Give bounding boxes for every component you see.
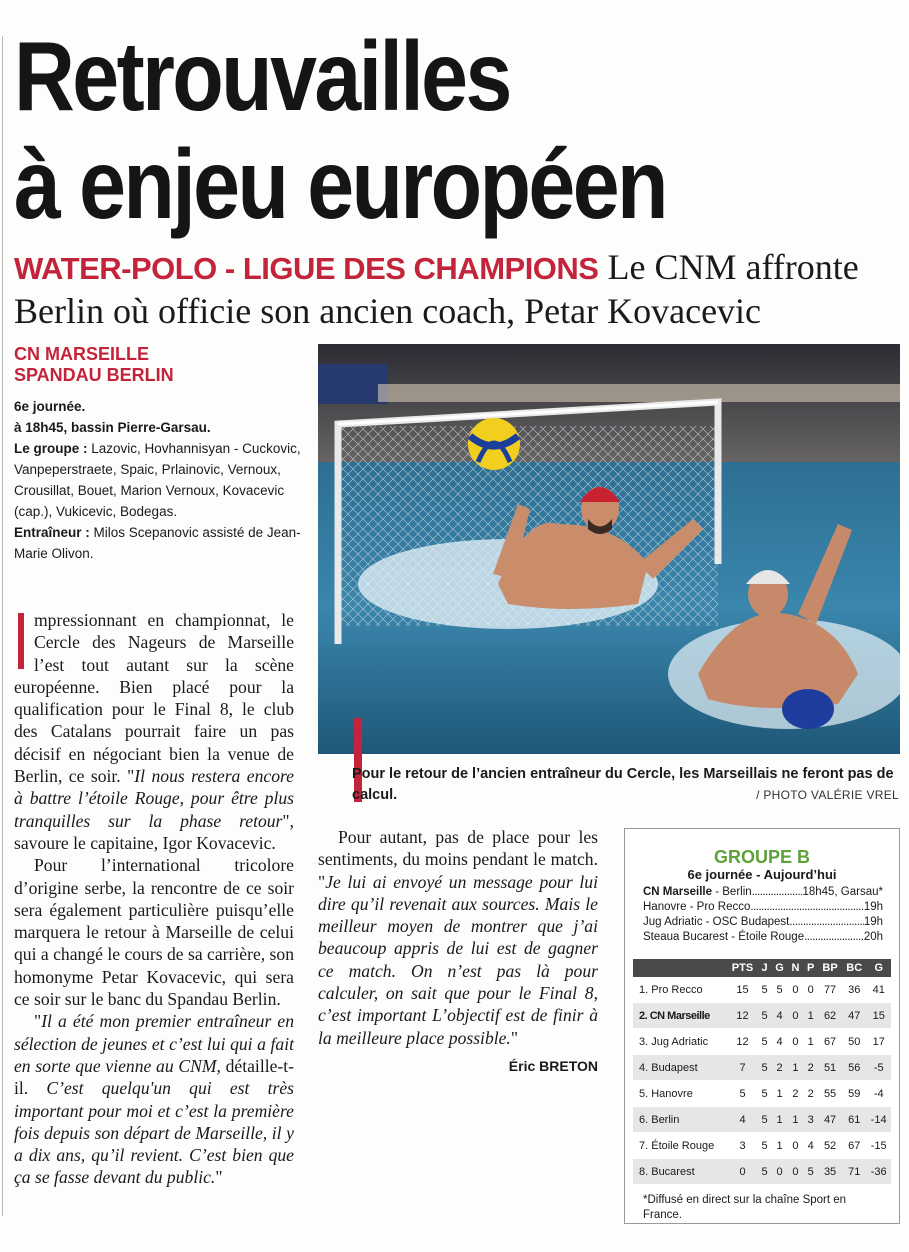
fixture-teams: Steaua Bucarest - Étoile Rouge	[643, 931, 805, 943]
standings-cell-g: 1	[771, 1081, 787, 1107]
standings-cell-g: 2	[771, 1055, 787, 1081]
fixture-time: 20h	[863, 931, 883, 943]
standings-cell-team: 5. Hanovre	[633, 1081, 727, 1107]
standings-cell-n: 0	[788, 1029, 804, 1055]
standings-cell-bc: 67	[842, 1133, 866, 1159]
standings-cell-diff: -5	[866, 1055, 891, 1081]
standings-cell-diff: 15	[866, 1003, 891, 1029]
fixture-row	[643, 915, 883, 930]
paragraph-1: mpressionnant en championnat, le Cercle des Nageurs de Marseille l’est tout autant sur la scène européenne. Bien placé pour la qualification pour le Final 8, le club des Catalans pourrait faire un pas décisif en négociant bien la venue de Berlin, ce soir. "Il nous restera encore à battre l’étoile Rouge, pour être plus tranquilles sur la phase retour", savoure le capitaine, Igor Kovacevic.	[14, 610, 294, 853]
standings-cell-n: 1	[788, 1107, 804, 1133]
standings-cell-g: 5	[771, 977, 787, 1003]
standings-cell-bp: 77	[818, 977, 842, 1003]
standings-row	[633, 1107, 891, 1133]
standings-cell-g: 1	[771, 1107, 787, 1133]
standings-cell-j: 5	[758, 977, 772, 1003]
standings-cell-pts: 12	[727, 1029, 758, 1055]
left-column-rule	[2, 36, 3, 1216]
standings-cell-p: 0	[803, 977, 818, 1003]
fixture-row	[643, 930, 883, 945]
deck-text: Le CNM affronte Berlin où officie son ancien coach, Petar Kovacevic	[14, 247, 859, 331]
standings-cell-j: 5	[758, 1081, 772, 1107]
standings-header-cell: G	[866, 959, 891, 977]
standings-cell-j: 5	[758, 1107, 772, 1133]
fixture-teams: Hanovre - Pro Recco	[643, 901, 751, 913]
paragraph-4: Pour autant, pas de place pour les sentiments, du moins pendant le match. "Je lui ai envoyé un message pour lui dire qu’il revenait aux sources. Mais le meilleur moyen de montrer que j’ai beaucoup appris de lui est de gagner ce match. On n’est pas là pour calculer, on sait que pour le Final 8, c’est important L’objectif est de finir à la meilleure place possible."	[318, 827, 598, 1048]
standings-title: GROUPE B	[713, 847, 810, 867]
photo-caption: Pour le retour de l’ancien entraîneur du Cercle, les Marseillais ne feront pas de calcul.	[352, 766, 894, 803]
standings-cell-pts: 4	[727, 1107, 758, 1133]
fixture-leader-dots	[752, 885, 803, 900]
standings-cell-bc: 47	[842, 1003, 866, 1029]
standings-row	[633, 1081, 891, 1107]
standings-header-cell: BP	[818, 959, 842, 977]
standings-cell-pts: 3	[727, 1133, 758, 1159]
standings-cell-n: 2	[788, 1081, 804, 1107]
standings-cell-pts: 0	[727, 1159, 758, 1185]
standings-cell-team: 3. Jug Adriatic	[633, 1029, 727, 1055]
broadcast-note: *Diffusé en direct sur la chaîne Sport en France.	[643, 1194, 847, 1221]
standings-row	[633, 977, 891, 1003]
standings-cell-g: 4	[771, 1029, 787, 1055]
standings-cell-diff: -4	[866, 1081, 891, 1107]
fixture-time: 18h45, Garsau*	[802, 886, 883, 898]
standings-cell-j: 5	[758, 1055, 772, 1081]
standings-cell-j: 5	[758, 1029, 772, 1055]
standings-cell-diff: -14	[866, 1107, 891, 1133]
standings-cell-p: 1	[803, 1029, 818, 1055]
fixture-leader-dots	[804, 930, 864, 945]
standings-header-cell: PTS	[727, 959, 758, 977]
team-home: CN MARSEILLE	[14, 344, 149, 364]
standings-cell-g: 0	[771, 1159, 787, 1185]
standings-header-cell: BC	[842, 959, 866, 977]
standings-cell-bc: 56	[842, 1055, 866, 1081]
fixture-leader-dots	[750, 900, 863, 915]
standings-cell-bp: 62	[818, 1003, 842, 1029]
standings-header-row	[633, 959, 891, 977]
standings-cell-p: 4	[803, 1133, 818, 1159]
standings-cell-n: 1	[788, 1055, 804, 1081]
standings-cell-p: 2	[803, 1055, 818, 1081]
standings-cell-bp: 47	[818, 1107, 842, 1133]
standings-cell-team: 1. Pro Recco	[633, 977, 727, 1003]
match-info-box	[14, 344, 304, 564]
standings-row	[633, 1133, 891, 1159]
standings-cell-diff: 41	[866, 977, 891, 1003]
fixture-teams: Jug Adriatic - OSC Budapest	[643, 916, 790, 928]
coach-name: Milos Scepanovic assisté de Jean-Marie Olivon.	[14, 525, 301, 561]
group-players: Lazovic, Hovhannisyan - Cuckovic, Vanpeperstraete, Spaic, Prlainovic, Vernoux, Crousillat, Bouet, Marion Vernoux, Kovacevic (cap.), Vukicevic, Bodegas.	[14, 441, 301, 519]
drop-cap-bar	[18, 613, 24, 669]
standings-cell-n: 0	[788, 1133, 804, 1159]
standings-row	[633, 1055, 891, 1081]
headline-line-1: Retrouvailles	[14, 21, 510, 131]
standings-row	[633, 1159, 891, 1185]
fixture-time: 19h	[863, 916, 883, 928]
standings-cell-team: 6. Berlin	[633, 1107, 727, 1133]
standings-cell-g: 4	[771, 1003, 787, 1029]
standings-cell-j: 5	[758, 1003, 772, 1029]
standings-box	[624, 828, 900, 1224]
standings-cell-p: 2	[803, 1081, 818, 1107]
headline	[14, 22, 666, 238]
standings-cell-team: 4. Budapest	[633, 1055, 727, 1081]
standings-cell-bp: 55	[818, 1081, 842, 1107]
standings-header-cell: J	[758, 959, 772, 977]
standings-cell-bc: 71	[842, 1159, 866, 1185]
standings-cell-team: 8. Bucarest	[633, 1159, 727, 1185]
deck	[14, 246, 904, 332]
headline-line-2: à enjeu européen	[14, 129, 666, 239]
body-column-1	[14, 609, 294, 1189]
standings-header-cell: N	[788, 959, 804, 977]
paragraph-2: Pour l’international tricolore d’origine serbe, la rencontre de ce soir sera également particulière puisqu’elle marquera le retour à Marseille de celui qui a changé le cours de sa carrière, son homonyme Petar Kovacevic, qui sera ce soir sur le banc du Spandau Berlin.	[14, 855, 294, 1010]
standings-cell-bc: 36	[842, 977, 866, 1003]
standings-cell-bp: 67	[818, 1029, 842, 1055]
standings-cell-diff: -15	[866, 1133, 891, 1159]
standings-cell-p: 1	[803, 1003, 818, 1029]
standings-cell-pts: 7	[727, 1055, 758, 1081]
fixture-teams: CN Marseille - Berlin	[643, 886, 752, 898]
photo-credit: / PHOTO VALÉRIE VREL	[756, 788, 899, 802]
standings-row	[633, 1003, 891, 1029]
standings-cell-pts: 5	[727, 1081, 758, 1107]
standings-header-cell: G	[771, 959, 787, 977]
body-column-2	[318, 826, 598, 1077]
standings-cell-pts: 15	[727, 977, 758, 1003]
standings-row	[633, 1029, 891, 1055]
standings-cell-bp: 35	[818, 1159, 842, 1185]
group-label: Le groupe :	[14, 441, 88, 456]
standings-cell-pts: 12	[727, 1003, 758, 1029]
standings-cell-n: 0	[788, 1003, 804, 1029]
fixture-time: 19h	[863, 901, 883, 913]
standings-cell-diff: 17	[866, 1029, 891, 1055]
standings-table	[633, 959, 891, 1185]
fixtures-list	[643, 885, 883, 945]
standings-cell-bc: 59	[842, 1081, 866, 1107]
match-details	[14, 396, 304, 564]
standings-cell-n: 0	[788, 1159, 804, 1185]
team-away: SPANDAU BERLIN	[14, 365, 174, 385]
water-polo-photo	[318, 344, 900, 754]
standings-cell-n: 0	[788, 977, 804, 1003]
fixture-leader-dots	[789, 915, 863, 930]
standings-subtitle: 6e journée - Aujourd’hui	[687, 867, 837, 882]
standings-cell-g: 1	[771, 1133, 787, 1159]
kicker: WATER-POLO - LIGUE DES CHAMPIONS	[14, 251, 599, 286]
byline: Éric BRETON	[508, 1057, 598, 1074]
fixture-row	[643, 885, 883, 900]
standings-cell-bc: 50	[842, 1029, 866, 1055]
standings-header-cell: P	[803, 959, 818, 977]
standings-header-cell	[633, 959, 727, 977]
standings-cell-bc: 61	[842, 1107, 866, 1133]
fixture-row	[643, 900, 883, 915]
teams	[14, 344, 304, 386]
standings-cell-p: 5	[803, 1159, 818, 1185]
standings-cell-bp: 52	[818, 1133, 842, 1159]
match-venue: à 18h45, bassin Pierre-Garsau.	[14, 420, 211, 435]
standings-cell-p: 3	[803, 1107, 818, 1133]
standings-cell-team: 2. CN Marseille	[633, 1003, 727, 1029]
standings-cell-diff: -36	[866, 1159, 891, 1185]
paragraph-3: "Il a été mon premier entraîneur en sélection de jeunes et c’est lui qui a fait en sorte que vienne au CNM, détaille-t-il. C’est quelqu'un qui est très important pour moi et c’est la première fois depuis son départ de Marseille, il y a dix ans, qu’il revient. C’est bien que ça se fasse devant du public."	[14, 1011, 295, 1188]
match-round: 6e journée.	[14, 399, 86, 414]
coach-label: Entraîneur :	[14, 525, 90, 540]
photo-illustration	[318, 344, 900, 754]
standings-cell-j: 5	[758, 1159, 772, 1185]
standings-cell-bp: 51	[818, 1055, 842, 1081]
standings-cell-team: 7. Étoile Rouge	[633, 1133, 727, 1159]
standings-cell-j: 5	[758, 1133, 772, 1159]
